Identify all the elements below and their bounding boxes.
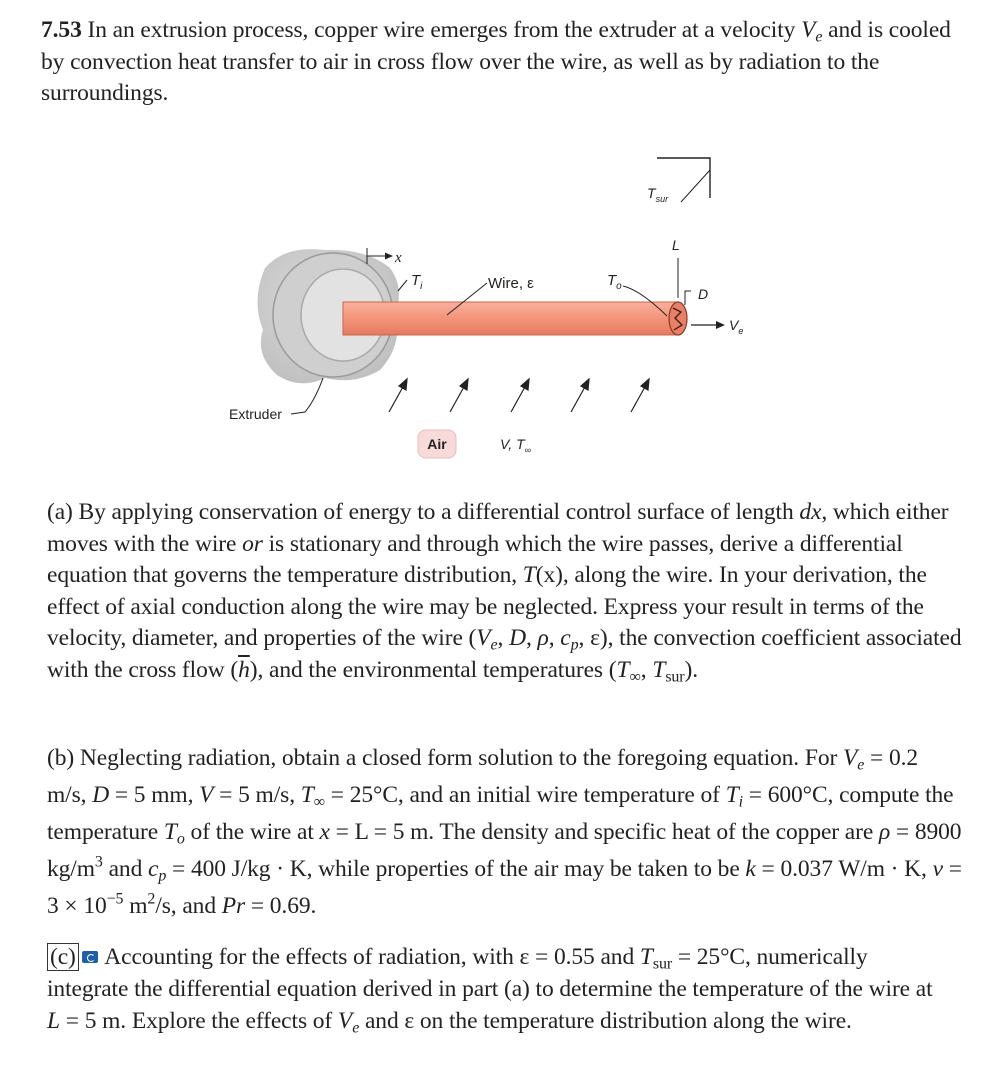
surroundings-tsur [647, 158, 710, 204]
part-c-label[interactable]: (c) [47, 943, 79, 971]
x-label: x [395, 250, 402, 266]
velocity-ve-arrow [691, 317, 743, 336]
ti-label: $T_i$ [411, 272, 423, 292]
wire-label: Wire, ε [488, 275, 534, 292]
extruder-label: Extruder [229, 406, 282, 422]
air-label: Air [427, 436, 447, 452]
part-b-text: (b) Neglecting radiation, obtain a closed form solution to the foregoing equation. For $V_e = 0.2$ m/s, D = 5 mm, V = 5 m/s, $T_\infty = 25^\circ C$, and an initial wire temperature of $T_i = 600^\circ C$, compute the temperature $T_o$ of the wire at x = L = 5 m. The density and specific heat of the copper are ρ = 8900 $kg/m^3$ and $c_p = 400$ J/kg · K, while properties of the air may be taken to be k = 0.037 W/m · K, $\nu = 3 \times 10^{-5}$ $m^2/s$, and Pr = 0.69. [47, 745, 962, 919]
part-c-text: (c) Accounting for the effects of radiation, with ε = 0.55 and $T_{sur} = 25^\circ C$, numerically integrate the differential equation derived in part (a) to determine the temperature of the wire at L = 5 m. Explore the effects of $V_e$ and ε on the temperature distribution along the wire. [47, 944, 933, 1037]
d-label: D [698, 286, 709, 302]
wire [343, 302, 678, 335]
l-label: L [672, 237, 680, 253]
problem-intro: 7.53 In an extrusion process, copper wire emerges from the extruder at a velocity $V_e$ and is cooled by convection heat transfer to air in cross flow over the wire, as well as by radiation to the surroundings. [41, 17, 951, 106]
part-a-text: (a) By applying conservation of energy to a differential control surface of length dx, which either moves with the wire or is stationary and through which the wire passes, derive a differential equation that governs the temperature distribution, T(x), along the wire. In your derivation, the effect of axial conduction along the wire may be neglected. Express your result in terms of the velocity, diameter, and properties of the wire ($V_e$, D, ρ, $c_p$, ε), the convection coefficient associated with the cross flow $(\overline{h})$, and the environmental temperatures ($T_\infty$, $T_{sur}$). [47, 499, 962, 685]
problem-number: 7.53 [41, 17, 82, 43]
to-label: $T_o$ [607, 272, 622, 292]
svg-text:Tsur: $T_{sur}$ [647, 185, 669, 204]
v-tinf-label: V, $T_\infty$ [500, 436, 532, 455]
extrusion-diagram [215, 150, 775, 470]
svg-text:Ve: $V_e$ [729, 317, 744, 336]
wire-end [669, 302, 687, 335]
computer-problem-icon [82, 951, 98, 963]
air-flow-arrows [389, 379, 649, 412]
